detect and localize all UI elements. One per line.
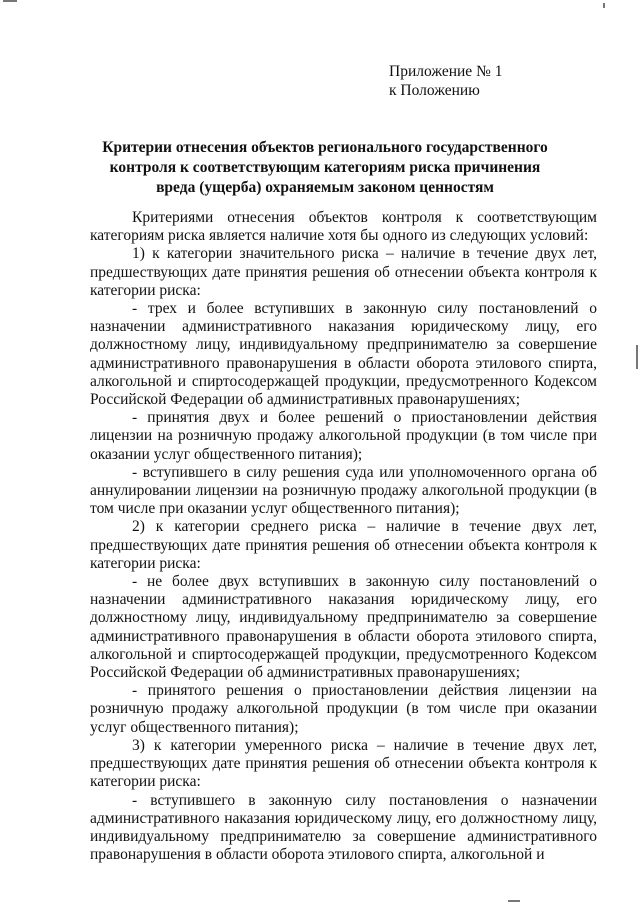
appendix-reference: к Положению bbox=[389, 82, 480, 99]
paragraph-significant-risk: 1) к категории значительного риска – наличие в течение двух лет, предшествующих дате принятия решения об отнесении объекта контроля к категории риска: bbox=[90, 245, 597, 299]
document-title: Критерии отнесения объектов регионального государственного контроля к соответствующим категориям риска причинения вреда (ущерба) охраняемым законом ценностям bbox=[102, 139, 548, 196]
paragraph-item: - принятого решения о приостановлении действия лицензии на розничную продажу алкогольной продукции (в том числе при оказании услуг общественного питания); bbox=[90, 682, 597, 736]
scan-edge-mark bbox=[508, 900, 520, 902]
paragraph-medium-risk: 2) к категории среднего риска – наличие в течение двух лет, предшествующих дате принятия решения об отнесении объекта контроля к категории риска: bbox=[90, 518, 597, 572]
appendix-number: Приложение № 1 bbox=[389, 63, 503, 80]
paragraph-item: - трех и более вступивших в законную силу постановлений о назначении административного наказания юридическому лицу, его должностному лицу, индивидуальному предпринимателю за совершение административного правонарушения в области оборота этилового спирта, алкогольной и спиртосодержащей продукции, предусмотренного Кодексом Российской Федерации об административных правонарушениях; bbox=[90, 300, 597, 409]
paragraph-item: - вступившего в законную силу постановления о назначении административного наказания юридическому лицу, его должностному лицу, индивидуальному предпринимателю за совершение административного правонарушения в области оборота этилового спирта, алкогольной и bbox=[90, 791, 597, 864]
paragraph-intro: Критериями отнесения объектов контроля к соответствующим категориям риска является наличие хотя бы одного из следующих условий: bbox=[90, 209, 597, 245]
scan-edge-mark bbox=[3, 0, 17, 2]
paragraph-item: - принятия двух и более решений о приостановлении действия лицензии на розничную продажу алкогольной продукции (в том числе при оказании услуг общественного питания); bbox=[90, 409, 597, 463]
scan-edge-mark bbox=[636, 345, 638, 369]
document-body bbox=[90, 209, 597, 864]
appendix-header bbox=[389, 62, 502, 100]
paragraph-moderate-risk: 3) к категории умеренного риска – наличие в течение двух лет, предшествующих дате принятия решения об отнесении объекта контроля к категории риска: bbox=[90, 736, 597, 791]
paragraph-item: - вступившего в силу решения суда или уполномоченного органа об аннулировании лицензии на розничную продажу алкогольной продукции (в том числе при оказании услуг общественного питания); bbox=[90, 463, 597, 518]
paragraph-item: - не более двух вступивших в законную силу постановлений о назначении административного наказания юридическому лицу, его должностному лицу, индивидуальному предпринимателю за совершение административного правонарушения в области оборота этилового спирта, алкогольной и спиртосодержащей продукции, предусмотренного Кодексом Российской Федерации об административных правонарушениях; bbox=[90, 573, 597, 682]
scan-edge-mark bbox=[603, 3, 605, 8]
